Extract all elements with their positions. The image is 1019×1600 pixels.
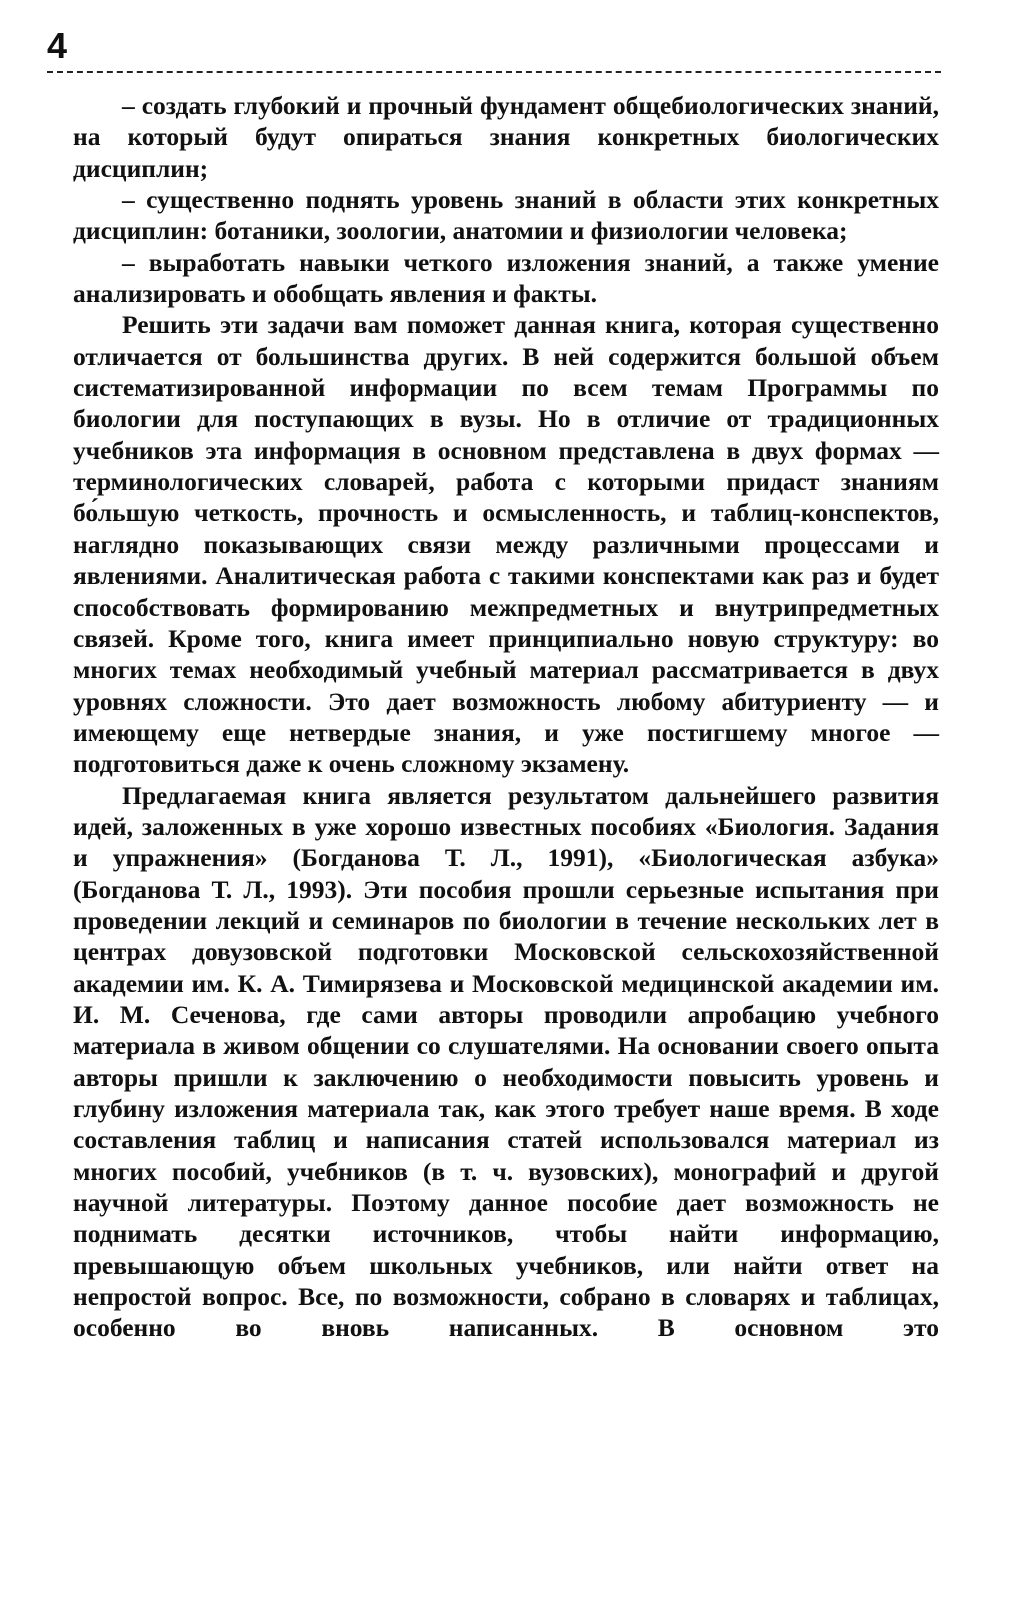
- paragraph-book-description: Решить эти задачи вам поможет данная книга, которая существенно отличается от большинства других. В ней содержится большой объем систематизированной информации по всем темам Программы по биологии для поступающих в вузы. Но в отличие от традиционных учебников эта информация в основном представлена в двух формах — терминологических словарей, работа с которыми придаст знаниям бо́льшую четкость, прочность и осмысленность, и таблиц-конспектов, наглядно показывающих связи между различными процессами и явлениями. Аналитическая работа с такими конспектами как раз и будет способствовать формированию межпредметных и внутрипредметных связей. Кроме того, книга имеет принципиально новую структуру: во многих темах необходимый учебный материал рассматривается в двух уровнях сложности. Это дает возможность любому абитуриенту — и имеющему еще нетвердые знания, и уже постигшему многое — подготовиться даже к очень сложному экзамену.: [73, 310, 939, 779]
- paragraph-book-origin: Предлагаемая книга является результатом дальнейшего развития идей, заложенных в уже хорошо известных пособиях «Биология. Задания и упражнения» (Богданова Т. Л., 1991), «Биологическая азбука» (Богданова Т. Л., 1993). Эти пособия прошли серьезные испытания при проведении лекций и семинаров по биологии в течение нескольких лет в центрах довузовской подготовки Московской сельскохозяйственной академии им. К. А. Тимирязева и Московской медицинской академии им. И. М. Сеченова, где сами авторы проводили апробацию учебного материала в живом общении со слушателями. На основании своего опыта авторы пришли к заключению о необходимости повысить уровень и глубину изложения материала так, как этого требует наше время. В ходе составления таблиц и написания статей использовался материал из многих пособий, учебников (в т. ч. вузовских), монографий и другой научной литературы. Поэтому данное пособие дает возможность не поднимать десятки источников, чтобы найти информацию, превышающую объем школьных учебников, или найти ответ на непростой вопрос. Все, по возможности, собрано в словарях и таблицах, особенно во вновь написанных. В основном это: [73, 780, 939, 1343]
- paragraph-goal-skills: – выработать навыки четкого изложения знаний, а также умение анализировать и обобщать явления и факты.: [73, 247, 939, 309]
- body-text: [73, 90, 939, 1344]
- paragraph-goal-level: – существенно поднять уровень знаний в области этих конкретных дисциплин: ботаники, зоологии, анатомии и физиологии человека;: [73, 185, 939, 246]
- page-number: 4: [47, 25, 68, 66]
- header-rule: [47, 71, 941, 73]
- paragraph-goal-foundation: – создать глубокий и прочный фундамент общебиологических знаний, на который будут опираться знания конкретных биологических дисциплин;: [73, 91, 939, 183]
